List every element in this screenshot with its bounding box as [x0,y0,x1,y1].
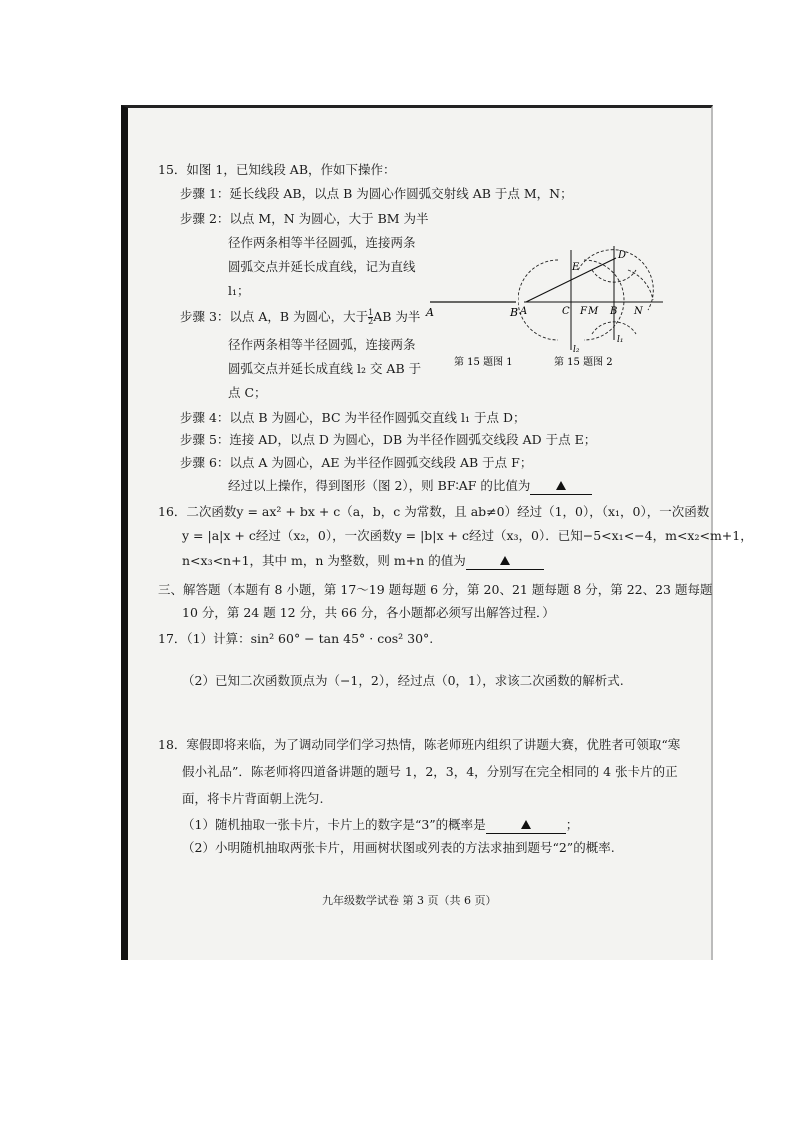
fig1-label-b: B [510,306,519,319]
q15-step3-pre: 步骤 3：以点 A，B 为圆心，大于 [180,309,369,324]
fig2-label-l2: l₂ [573,345,580,355]
answer-blank-q15[interactable] [530,478,592,495]
arc-1 [518,260,558,340]
q15-stem: 15．如图 1，已知线段 AB，作如下操作： [158,162,396,177]
q18-part1-text: （1）随机抽取一张卡片，卡片上的数字是“3”的概率是 [182,817,486,832]
q18-part2: （2）小明随机抽取两张卡片，用画树状图或列表的方法求抽到题号“2”的概率. [182,840,615,855]
q15-figure-1 [420,290,530,370]
fig2-caption: 第 15 题图 2 [554,357,613,368]
fraction-denominator: 2 [368,317,374,326]
answer-blank-q18[interactable] [486,817,566,834]
q15-step5: 步骤 5：连接 AD，以点 D 为圆心，DB 为半径作圆弧交线段 AD 于点 E； [180,432,597,447]
arc-6 [628,270,653,300]
fig1-label-a: A [426,306,434,319]
q16-line2: y = |a|x + c经过（x₂，0），一次函数y = |b|x + c经过（x₃，0）．已知−5<x₁<−4，m<x₂<m+1， [182,528,753,543]
fig2-label-b: B [610,306,618,317]
q15-step2-line3: 圆弧交点并延长成直线，记为直线 [228,259,416,274]
fig2-label-a: A [520,306,528,317]
q15-figure-2 [518,240,668,370]
q15-step1: 步骤 1：延长线段 AB，以点 B 为圆心作圆弧交射线 AB 于点 M，N； [180,186,573,201]
triangle-icon [521,820,531,829]
q16-line1: 16．二次函数y = ax² + bx + c（a，b，c 为常数，且 ab≠0）经过（1，0），（x₁，0），一次函数 [158,504,710,519]
page-footer: 九年级数学试卷 第 3 页（共 6 页） [322,894,497,907]
fig1-caption: 第 15 题图 1 [454,357,513,368]
section3-line1: 三、解答题（本题有 8 小题，第 17～19 题每题 6 分，第 20、21 题每题 8 分，第 22、23 题每题 [158,582,713,597]
q17-part1: 17．（1）计算：sin² 60° − tan 45° · cos² 30°. [158,631,434,646]
q18-line2: 假小礼品”．陈老师将四道备讲题的题号 1，2，3，4，分别写在完全相同的 4 张卡片的正 [182,764,678,779]
fig2-label-c: C [562,306,570,317]
q15-step6: 步骤 6：以点 A 为圆心，AE 为半径作圆弧交线段 AB 于点 F； [180,455,533,470]
q15-ending [228,478,592,495]
q15-step3-line2: 径作两条相等半径圆弧，连接两条 [228,337,416,352]
q15-step2-line2: 径作两条相等半径圆弧，连接两条 [228,235,416,250]
fig2-label-e: E [572,262,580,273]
q18-line1: 18．寒假即将来临，为了调动同学们学习热情，陈老师班内组织了讲题大赛，优胜者可领取“寒 [158,737,681,752]
fig2-label-l1: l₁ [617,335,624,345]
q15-step2-line4: l₁； [228,283,250,298]
fig2-label-m: M [588,306,599,317]
q15-step3-line3: 圆弧交点并延长成直线 l₂ 交 AB 于 [228,361,422,376]
q15-step3-line1 [180,309,420,326]
triangle-icon [500,556,510,565]
q18-part1 [182,817,578,834]
fraction-numerator: 1 [368,308,374,317]
fig2-label-d: D [618,250,627,261]
section3-line2: 10 分，第 24 题 12 分，共 66 分，各小题都必须写出解答过程．） [182,605,555,620]
q15-step2-line1: 步骤 2：以点 M，N 为圆心，大于 BM 为半 [180,211,429,226]
q15-step3-line4: 点 C； [228,385,267,400]
q15-ending-text: 经过以上操作，得到图形（图 2），则 BF∶AF 的比值为 [228,478,531,493]
q18-line3: 面，将卡片背面朝上洗匀. [182,791,324,806]
q16-line3 [182,553,544,570]
answer-blank-q16[interactable] [466,553,544,570]
q17-part2: （2）已知二次函数顶点为（−1，2），经过点（0，1），求该二次函数的解析式. [182,673,624,688]
q15-step3-post: AB 为半 [373,309,421,324]
triangle-icon [556,481,566,490]
fig2-label-n: N [634,306,643,317]
q18-part1-end: ； [565,817,579,832]
q15-step4: 步骤 4：以点 B 为圆心，BC 为半径作圆弧交直线 l₁ 于点 D； [180,410,526,425]
fig2-label-f: F [580,306,587,317]
arc-2 [584,260,624,340]
q16-line3-text: n<x₃<n+1，其中 m，n 为整数，则 m+n 的值为 [182,553,466,568]
